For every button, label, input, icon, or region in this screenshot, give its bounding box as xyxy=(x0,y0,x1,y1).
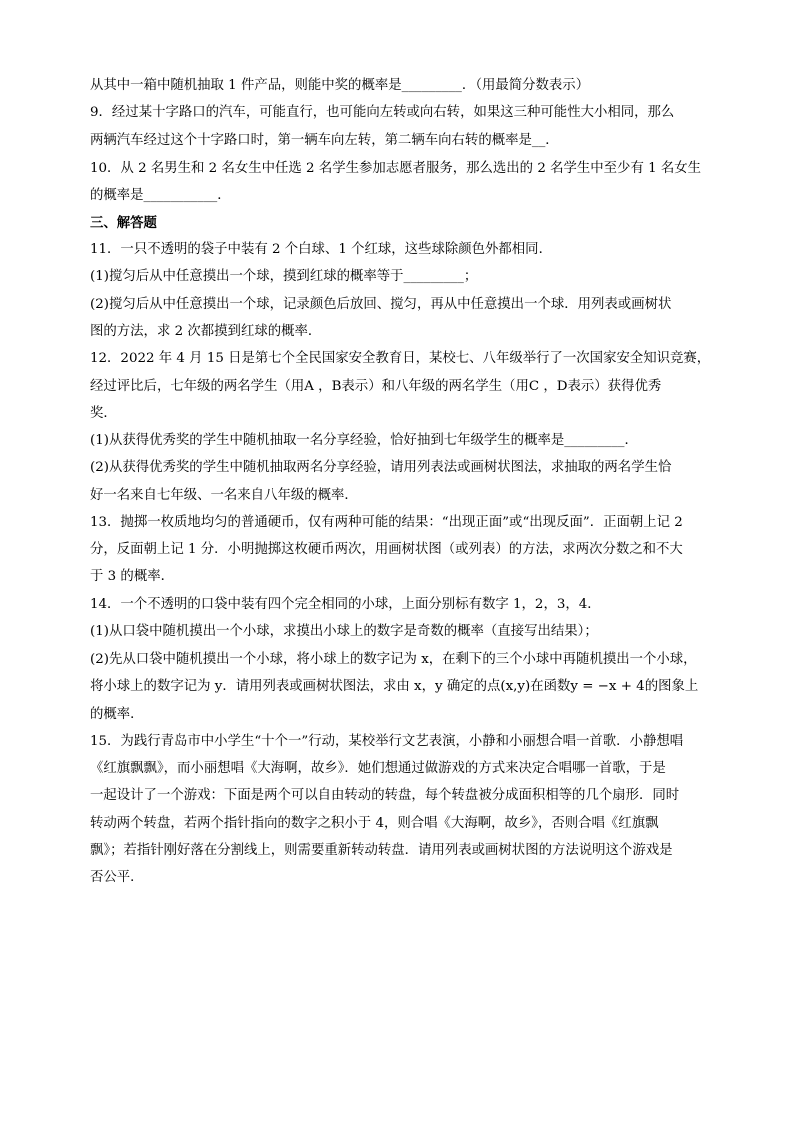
q12-line-3: 奖． xyxy=(90,406,117,421)
q8-continuation: 从其中一箱中随机抽取 1 件产品，则能中奖的概率是_________．（用最简分数表示） xyxy=(90,78,590,93)
q13-line-2: 分，反面朝上记 1 分．小明抛掷这枚硬币两次，用画树状图（或列表）的方法，求两次分数之和不大 xyxy=(90,542,683,557)
q11-part2-line-2: 图的方法，求 2 次都摸到红球的概率． xyxy=(90,324,322,339)
q13-line-1: 13．抛掷一枚质地均匀的普通硬币，仅有两种可能的结果：“出现正面”或“出现反面”．正面朝上记 2 xyxy=(90,515,683,530)
q11-part1: (1)搅匀后从中任意摸出一个球，摸到红球的概率等于_________； xyxy=(90,269,478,284)
q15-line-1: 15．为践行青岛市中小学生“十个一”行动，某校举行文艺表演，小静和小丽想合唱一首歌．小静想唱 xyxy=(90,734,684,749)
q10-line-1: 10．从 2 名男生和 2 名女生中任选 2 名学生参加志愿者服务，那么选出的 2 名学生中至少有 1 名女生 xyxy=(90,161,702,176)
q9-line-1: 9．经过某十字路口的汽车，可能直行，也可能向左转或向右转，如果这三种可能性大小相同，那么 xyxy=(90,105,675,120)
q15-line-6: 否公平． xyxy=(90,870,144,885)
q11-part2-line-1: (2)搅匀后从中任意摸出一个球，记录颜色后放回、搅匀，再从中任意摸出一个球．用列表或画树状 xyxy=(90,297,672,312)
section-heading: 三、解答题 xyxy=(90,215,157,231)
q10-line-2: 的概率是___________． xyxy=(90,188,231,203)
q12-part2-line-2: 好一名来自七年级、一名来自八年级的概率． xyxy=(90,488,358,503)
q14-part2-line-1: (2)先从口袋中随机摸出一个小球，将小球上的数字记为 x，在剩下的三个小球中再随机摸出一个小球， xyxy=(90,652,697,667)
q12-part1: (1)从获得优秀奖的学生中随机抽取一名分享经验，恰好抽到七年级学生的概率是_________． xyxy=(90,433,638,448)
q14-stem: 14．一个不透明的口袋中装有四个完全相同的小球，上面分别标有数字 1，2，3，4． xyxy=(90,597,601,612)
q15-line-3: 一起设计了一个游戏：下面是两个可以自由转动的转盘，每个转盘被分成面积相等的几个扇形．同时 xyxy=(90,788,680,803)
q12-line-2: 经过评比后，七年级的两名学生（用A ，B表示）和八年级的两名学生（用C ，D表示）获得优秀 xyxy=(90,379,662,394)
q12-line-1: 12．2022 年 4 月 15 日是第七个全民国家安全教育日，某校七、八年级举行了一次国家安全知识竞赛， xyxy=(90,351,711,366)
q15-line-4: 转动两个转盘，若两个指针指向的数字之积小于 4，则合唱《大海啊，故乡》，否则合唱《红旗飘 xyxy=(90,816,659,831)
q15-line-5: 飘》；若指针刚好落在分割线上，则需要重新转动转盘．请用列表或画树状图的方法说明这个游戏是 xyxy=(90,843,673,858)
q13-line-3: 于 3 的概率． xyxy=(90,569,174,584)
q14-part2-line-2: 将小球上的数字记为 y．请用列表或画树状图法，求由 x，y 确定的点(x,y)在函数y = −x + 4的图象上 xyxy=(90,679,699,694)
q14-part2-line-3: 的概率． xyxy=(90,707,144,722)
q9-line-2: 两辆汽车经过这个十字路口时，第一辆车向左转，第二辆车向右转的概率是__． xyxy=(90,133,559,148)
q12-part2-line-1: (2)从获得优秀奖的学生中随机抽取两名分享经验，请用列表法或画树状图法，求抽取的两名学生恰 xyxy=(90,460,672,475)
q11-stem: 11．一只不透明的袋子中装有 2 个白球、1 个红球，这些球除颜色外都相同． xyxy=(90,242,552,257)
q14-part1: (1)从口袋中随机摸出一个小球，求摸出小球上的数字是奇数的概率（直接写出结果）； xyxy=(90,624,598,639)
q15-line-2: 《红旗飘飘》，而小丽想唱《大海啊，故乡》．她们想通过做游戏的方式来决定合唱哪一首歌，于是 xyxy=(90,761,666,776)
